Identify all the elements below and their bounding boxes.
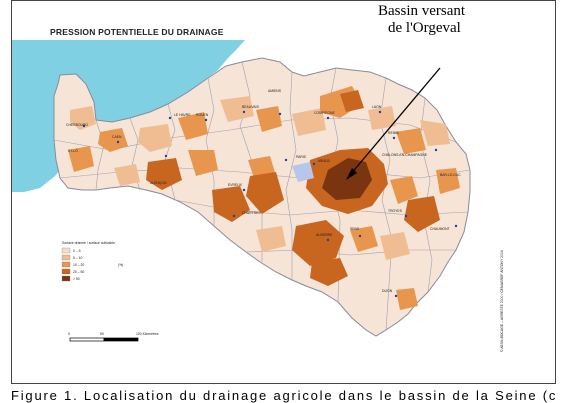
city-label: DIJON xyxy=(382,289,393,293)
city-label: BEAUVAIS xyxy=(242,105,259,109)
annotation-line-2: de l'Orgeval xyxy=(388,20,461,36)
scale-label-50: 50 xyxy=(100,332,104,336)
annotation-line-1: Bassin versant xyxy=(378,3,466,19)
map-title: PRESSION POTENTIELLE DU DRAINAGE xyxy=(50,27,224,37)
scale-label-100: 100 Kilomètres xyxy=(136,332,159,336)
legend-unit: (%) xyxy=(118,263,124,267)
legend-swatch xyxy=(62,255,70,260)
legend-swatches xyxy=(62,248,84,281)
scale-bar xyxy=(68,332,159,341)
legend-label: 5 – 10 xyxy=(73,256,83,260)
city-label: CHAUMONT xyxy=(430,227,450,231)
legend-label: 20 – 50 xyxy=(73,270,85,274)
legend-label: 0 – 5 xyxy=(73,249,81,253)
city-label: ST-LÔ xyxy=(68,149,78,153)
city-label: CHÂLONS-EN-CHAMPAGNE xyxy=(382,153,427,157)
city-label: CHARTRES xyxy=(242,211,261,215)
city-label: EVREUX xyxy=(228,183,242,187)
legend-label: 10 – 20 xyxy=(73,263,85,267)
map-credit: © AESN-BOCAGE – AGRESTE 2000 / CEMAGREF ANTONY 2004 xyxy=(500,250,504,352)
city-label: SENS xyxy=(350,227,360,231)
legend-title: Surface drainée / surface cultivable xyxy=(62,241,115,245)
city-label: CHERBOURG xyxy=(66,123,89,127)
orgeval-annotation xyxy=(378,3,465,37)
legend-swatch xyxy=(62,248,70,253)
legend-swatch xyxy=(62,276,70,281)
scale-label-0: 0 xyxy=(68,332,70,336)
city-label: LAON xyxy=(372,105,382,109)
city-label: LE HAVRE xyxy=(174,113,191,117)
city-label: CAEN xyxy=(112,135,122,139)
legend-swatch xyxy=(62,269,70,274)
figure-caption: Figure 1. Localisation du drainage agricole dans le bassin de la Seine (c xyxy=(11,388,558,403)
city-label: AMIENS xyxy=(268,89,281,93)
legend-label: > 50 xyxy=(73,277,80,281)
city-label: REIMS xyxy=(388,131,399,135)
city-label: MEAUX xyxy=(318,159,331,163)
city-label: COMPIÈGNE xyxy=(314,111,335,115)
city-label: ROUEN xyxy=(196,113,209,117)
legend xyxy=(62,241,123,281)
city-label: BAR-LE-DUC xyxy=(440,173,461,177)
city-label: PARIS xyxy=(296,155,306,159)
legend-swatch xyxy=(62,262,70,267)
city-label: AUXERRE xyxy=(316,233,333,237)
city-label: ALENÇON xyxy=(150,181,167,185)
city-label: TROYES xyxy=(388,209,402,213)
